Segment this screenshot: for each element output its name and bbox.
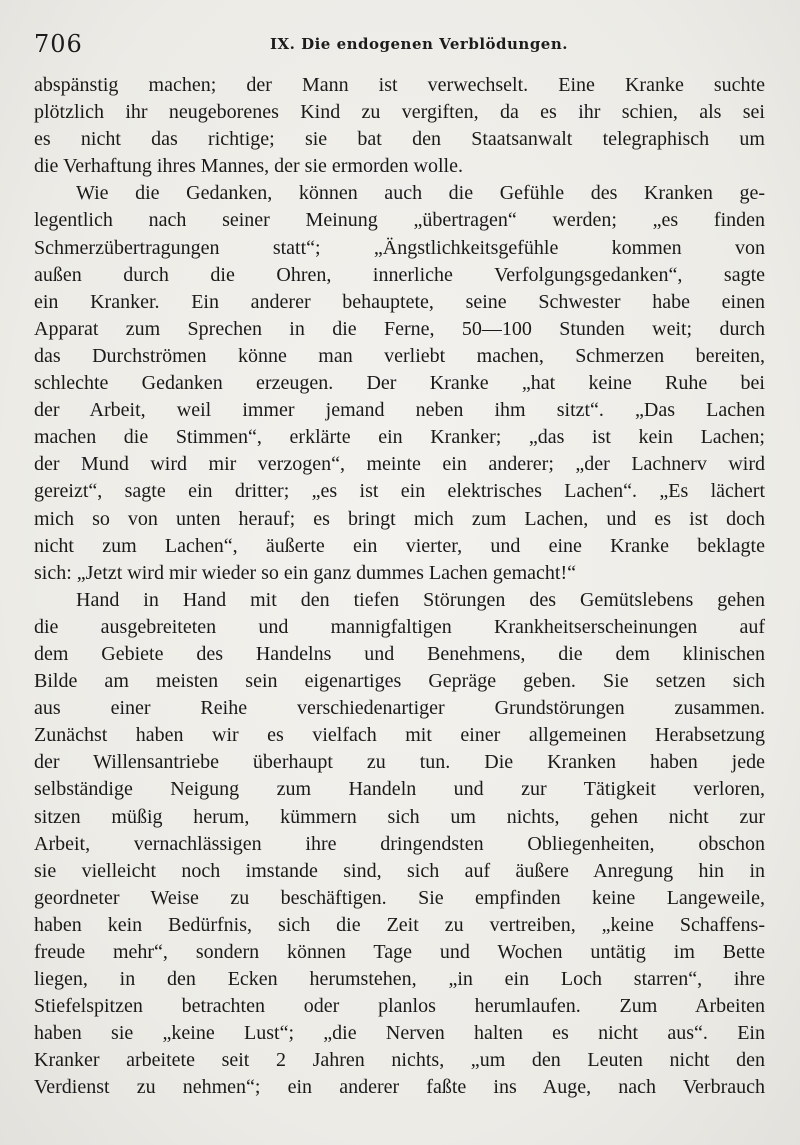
text-line: freude mehr“, sondern können Tage und Wochen untätig im Bette [34, 941, 765, 963]
text-line: abspänstig machen; der Mann ist verwechselt. Eine Kranke suchte [34, 74, 765, 96]
text-line: liegen, in den Ecken herumstehen, „in ein Loch starren“, ihre [34, 968, 765, 991]
text-line: geordneter Weise zu beschäftigen. Sie empfinden keine Langeweile, [34, 886, 765, 909]
text-line: gereizt“, sagte ein dritter; „es ist ein elektrisches Lachen“. „Es lächert [34, 480, 765, 503]
text-line: die ausgebreiteten und mannigfaltigen Krankheitserscheinungen auf [34, 615, 765, 638]
body-text [34, 72, 765, 1102]
text-line: der Arbeit, weil immer jemand neben ihm sitzt“. „Das Lachen [34, 399, 765, 422]
text-line: Schmerzübertragungen statt“; „Ängstlichkeitsgefühle kommen von [34, 236, 765, 259]
text-line: Hand in Hand mit den tiefen Störungen des Gemütslebens gehen [76, 588, 765, 611]
text-line: haben sie „keine Lust“; „die Nerven halten es nicht aus“. Ein [34, 1022, 765, 1045]
text-line: der Mund wird mir verzogen“, meinte ein anderer; „der Lachnerv wird [34, 453, 765, 476]
text-line: Apparat zum Sprechen in die Ferne, 50—100 Stunden weit; durch [34, 317, 765, 340]
text-line: schlechte Gedanken erzeugen. Der Kranke „hat keine Ruhe bei [34, 372, 765, 395]
text-line: haben kein Bedürfnis, sich die Zeit zu vertreiben, „keine Schaffens- [34, 913, 765, 936]
page-header [34, 30, 766, 60]
text-line: außen durch die Ohren, innerliche Verfolgungsgedanken“, sagte [34, 263, 765, 286]
text-line: es nicht das richtige; sie bat den Staatsanwalt telegraphisch um [34, 128, 765, 151]
text-line: Verdienst zu nehmen“; ein anderer faßte ins Auge, nach Verbrauch [34, 1076, 765, 1099]
text-line: plötzlich ihr neugeborenes Kind zu vergiften, da es ihr schien, als sei [34, 101, 765, 124]
text-line: sie vielleicht noch imstande sind, sich auf äußere Anregung hin in [34, 859, 765, 882]
text-line: selbständige Neigung zum Handeln und zur Tätigkeit verloren, [34, 778, 765, 801]
text-line: das Durchströmen könne man verliebt machen, Schmerzen bereiten, [34, 344, 765, 367]
text-line: Arbeit, vernachlässigen ihre dringendsten Obliegenheiten, obschon [34, 832, 765, 855]
text-line: aus einer Reihe verschiedenartiger Grundstörungen zusammen. [34, 697, 765, 720]
text-line: ein Kranker. Ein anderer behauptete, seine Schwester habe einen [34, 290, 765, 313]
text-line: nicht zum Lachen“, äußerte ein vierter, und eine Kranke beklagte [34, 534, 765, 557]
text-line: mich so von unten herauf; es bringt mich zum Lachen, und es ist doch [34, 507, 765, 530]
text-line: dem Gebiete des Handelns und Benehmens, die dem klinischen [34, 642, 765, 665]
text-line: Kranker arbeitete seit 2 Jahren nichts, „um den Leuten nicht den [34, 1049, 765, 1072]
text-line: sitzen müßig herum, kümmern sich um nichts, gehen nicht zur [34, 805, 765, 828]
running-head: IX. Die endogenen Verblödungen. [270, 35, 568, 53]
text-line: die Verhaftung ihres Mannes, der sie ermorden wolle. [34, 155, 463, 178]
text-line: sich: „Jetzt wird mir wieder so ein ganz dummes Lachen gemacht!“ [34, 561, 577, 584]
text-line: Stiefelspitzen betrachten oder planlos herumlaufen. Zum Arbeiten [34, 995, 765, 1018]
text-line: der Willensantriebe überhaupt zu tun. Die Kranken haben jede [34, 751, 765, 774]
text-line: Bilde am meisten sein eigenartiges Gepräge geben. Sie setzen sich [34, 670, 765, 693]
text-line: machen die Stimmen“, erklärte ein Kranker; „das ist kein Lachen; [34, 426, 765, 449]
text-line: Wie die Gedanken, können auch die Gefühle des Kranken ge- [76, 182, 765, 205]
text-line: legentlich nach seiner Meinung „übertragen“ werden; „es finden [34, 209, 765, 232]
text-line: Zunächst haben wir es vielfach mit einer allgemeinen Herabsetzung [34, 724, 765, 747]
page-number: 706 [34, 30, 83, 58]
